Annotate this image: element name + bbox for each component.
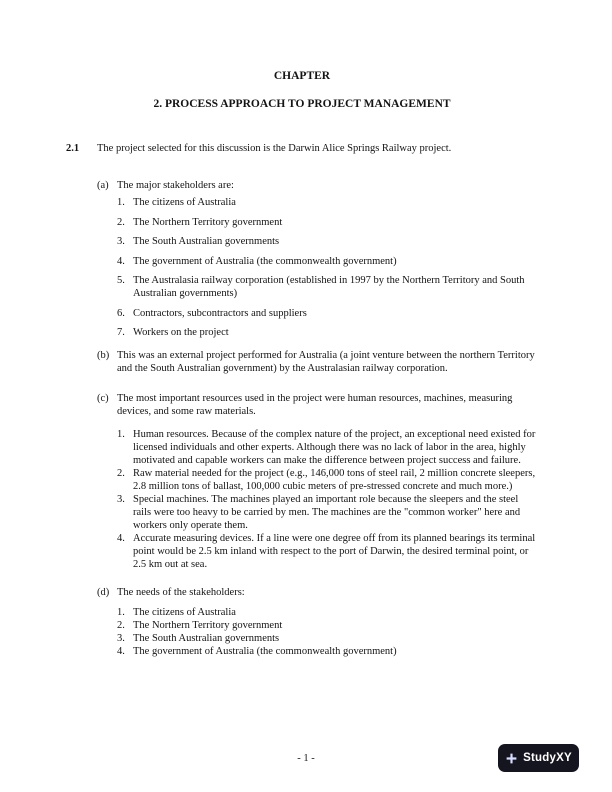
list-item [117, 428, 538, 467]
list-text: Special machines. The machines played an important role because the sleepers and the steel rails were too heavy to be carried by men. The machines are the "common worker" here and workers only operate them. [133, 494, 521, 531]
list-text: The Australasia railway corporation (established in 1997 by the Northern Territory and South Australian governments) [133, 275, 525, 299]
brand-name-primary: Study [523, 751, 557, 764]
chapter-heading: CHAPTER [273, 70, 331, 82]
list-item [117, 493, 538, 532]
section-2-1 [66, 142, 538, 155]
list-marker: 3. [117, 236, 125, 247]
list-text: Accurate measuring devices. If a line were one degree off from its planned bearings its terminal point would be 2.5 km inland with respect to the port of Darwin, the desired terminal point, or 2.5 km out at sea. [133, 533, 536, 570]
list-item [117, 467, 538, 493]
list-marker: 1. [117, 607, 125, 618]
list-marker: 4. [117, 533, 125, 544]
item-b [97, 349, 538, 375]
chapter-title: 2. PROCESS APPROACH TO PROJECT MANAGEMENT [153, 98, 451, 110]
list-text: The government of Australia (the commonwealth government) [133, 646, 397, 657]
list-text: The Northern Territory government [133, 620, 283, 631]
item-b-label: (b) [97, 350, 110, 361]
item-c-list [117, 428, 538, 571]
list-item [117, 274, 538, 300]
list-item [117, 619, 538, 632]
item-a-label: (a) [97, 180, 109, 191]
list-marker: 4. [117, 255, 125, 267]
list-text: The government of Australia (the commonwealth government) [133, 255, 397, 267]
item-a-list [117, 196, 538, 339]
list-item [117, 326, 538, 339]
list-marker: 7. [117, 327, 125, 338]
brand-name [523, 752, 572, 765]
list-marker: 2. [117, 620, 125, 631]
list-marker: 1. [117, 429, 125, 440]
list-item [117, 606, 538, 619]
item-d-label: (d) [97, 587, 110, 598]
section-text: The project selected for this discussion is the Darwin Alice Springs Railway project. [97, 143, 452, 154]
list-text: Raw material needed for the project (e.g., 146,000 tons of steel rail, 2 million concrete sleepers, 2.8 million tons of ballast, 100,000 cubic meters of pre-stressed concrete and much more.) [133, 468, 536, 492]
list-marker: 4. [117, 646, 125, 657]
list-marker: 5. [117, 275, 125, 286]
item-c-text: The most important resources used in the project were human resources, machines, measuring devices, and some raw materials. [117, 393, 513, 417]
item-a-text: The major stakeholders are: [117, 180, 234, 191]
list-marker: 2. [117, 468, 125, 479]
list-text: The citizens of Australia [133, 607, 236, 618]
item-c-label: (c) [97, 393, 109, 404]
plus-icon [505, 752, 518, 765]
list-item [117, 196, 538, 209]
list-text: The South Australian governments [133, 236, 280, 247]
list-item [117, 216, 538, 229]
studyxy-logo-badge[interactable] [498, 744, 579, 772]
list-marker: 6. [117, 307, 125, 319]
item-a [97, 179, 538, 339]
list-text: Contractors, subcontractors and suppliers [133, 307, 307, 319]
list-item [117, 255, 538, 268]
list-item [117, 645, 538, 658]
list-item [117, 632, 538, 645]
item-d [97, 586, 538, 658]
list-marker: 3. [117, 633, 125, 644]
list-marker: 3. [117, 494, 125, 505]
list-text: The South Australian governments [133, 633, 280, 644]
item-c [97, 392, 538, 571]
list-text: The citizens of Australia [133, 197, 236, 208]
list-item [117, 307, 538, 320]
list-item [117, 532, 538, 571]
list-item [117, 235, 538, 248]
page-number: - 1 - [297, 753, 315, 764]
item-b-text: This was an external project performed for Australia (a joint venture between the northern Territory and the South Australian government) by the Australasian railway corporation. [117, 350, 535, 374]
list-text: Workers on the project [133, 327, 229, 338]
item-d-list [117, 606, 538, 658]
list-text: Human resources. Because of the complex nature of the project, an exceptional need existed for licensed individuals and other experts. Although there was no lack of labor in the area, highly motivated and capable workers can make the difference between project success and failure. [133, 429, 536, 466]
list-marker: 2. [117, 216, 125, 228]
section-number: 2.1 [66, 143, 80, 154]
item-d-text: The needs of the stakeholders: [117, 587, 245, 598]
list-marker: 1. [117, 197, 125, 208]
list-text: The Northern Territory government [133, 216, 283, 228]
brand-name-secondary: XY [556, 751, 572, 764]
